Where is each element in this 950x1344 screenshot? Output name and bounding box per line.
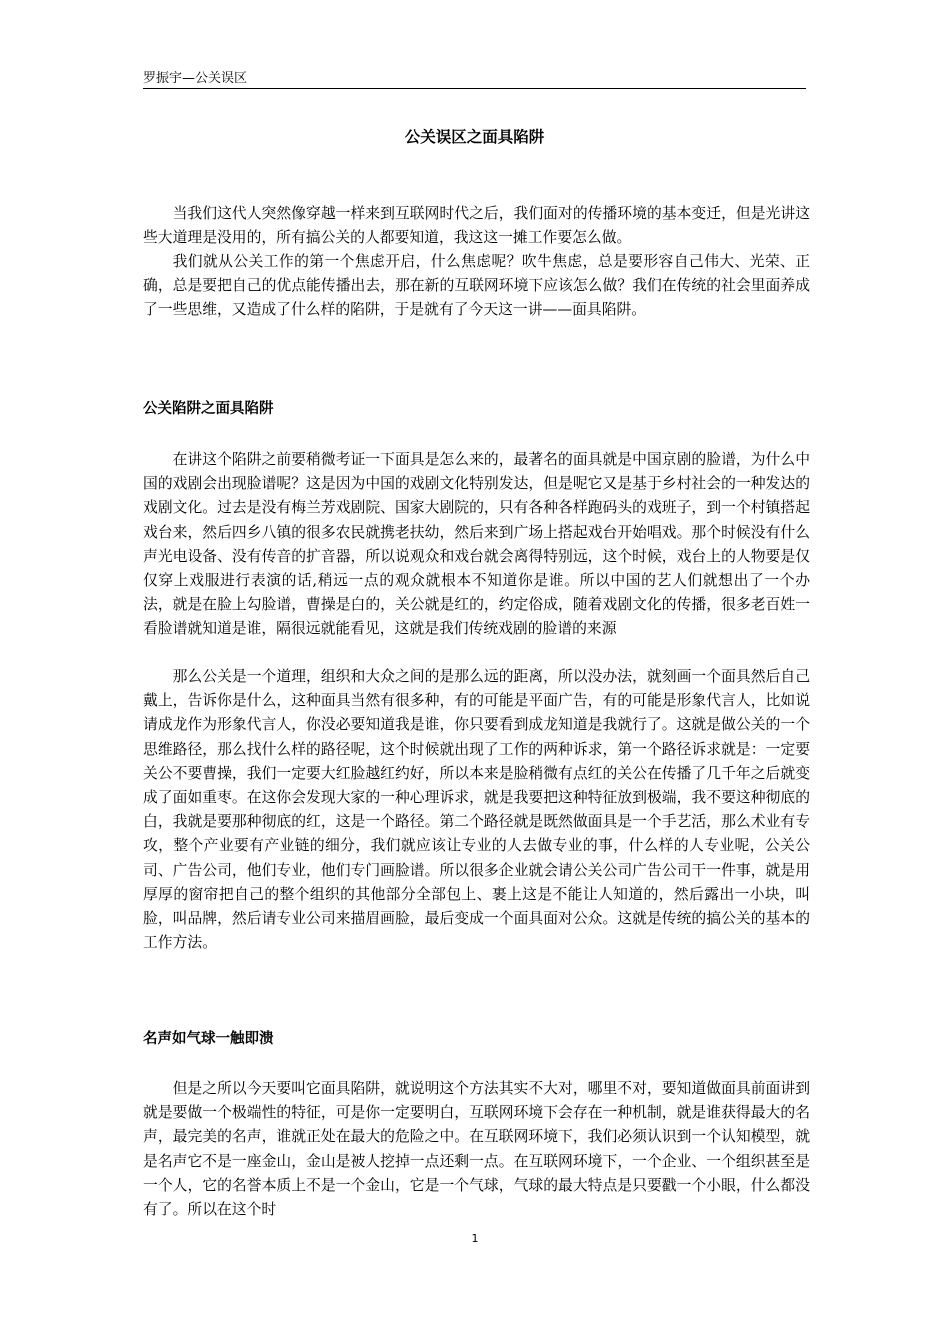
section1-paragraph-2: 那么公关是一个道理，组织和大众之间的是那么远的距离，所以没办法，就刻画一个面具然后自己戴上，告诉你是什么，这种面具当然有很多种，有的可能是平面广告，有的可能是形象代言人，比如说请成龙作为形象代言人，你没必要知道我是谁，你只要看到成龙知道是我就行了。这就是做公关的一个思维路径，那么找什么样的路径呢，这个时候就出现了工作的两种诉求，第一个路径诉求就是：一定要关公不要曹操，我们一定要大红脸越红约好，所以本来是脸稍微有点红的关公在传播了几千年之后就变成了面如重枣。在这你会发现大家的一种心理诉求，就是我要把这种特征放到极端，我不要这种彻底的白，我就是要那种彻底的红，这是一个路径。第二个路径就是既然做面具是一个手艺活，那么术业有专攻，整个产业要有产业链的细分，我们就应该让专业的人去做专业的事，什么样的人专业呢，公关公司、广告公司，他们专业，他们专门画脸谱。所以很多企业就会请公关公司广告公司干一件事，就是用厚厚的窗帘把自己的整个组织的其他部分全部包上、裹上这是不能让人知道的，然后露出一小块，叫脸，叫品牌，然后请专业公司来描眉画脸，最后变成一个面具面对公众。这就是传统的搞公关的基本的工作方法。 (143, 668, 810, 952)
intro-paragraph-1: 当我们这代人突然像穿越一样来到互联网时代之后，我们面对的传播环境的基本变迁，但是光讲这些大道理是没用的，所有搞公关的人都要知道，我这这一摊工作要怎么做。 (143, 205, 810, 247)
section-heading-mask-trap: 公关陷阱之面具陷阱 (143, 401, 274, 417)
document-title: 公关误区之面具陷阱 (404, 128, 545, 146)
page-number: 1 (471, 1232, 479, 1245)
section1-paragraph-1: 在讲这个陷阱之前要稍微考证一下面具是怎么来的，最著名的面具就是中国京剧的脸谱，为什么中国的戏剧会出现脸谱呢？这是因为中国的戏剧文化特别发达，但是呢它又是基于乡村社会的一种发达的戏剧文化。过去是没有梅兰芳戏剧院、国家大剧院的，只有各种各样跑码头的戏班子，到一个村镇搭起戏台来，然后四乡八镇的很多农民就携老扶幼，然后来到广场上搭起戏台开始唱戏。那个时候没有什么声光电设备、没有传音的扩音器，所以说观众和戏台就会离得特别远，这个时候，戏台上的人物要是仅仅穿上戏服进行表演的话,稍远一点的观众就根本不知道你是谁。所以中国的艺人们就想出了一个办法，就是在脸上勾脸谱，曹操是白的，关公就是红的，约定俗成，随着戏剧文化的传播，很多老百姓一看脸谱就知道是谁，隔很远就能看见，这就是我们传统戏剧的脸谱的来源 (143, 451, 810, 638)
section-heading-balloon: 名声如气球一触即溃 (143, 1031, 274, 1047)
intro-paragraph-2: 我们就从公关工作的第一个焦虑开启，什么焦虑呢？吹牛焦虑，总是要形容自己伟大、光荣、正确，总是要把自己的优点能传播出去，那在新的互联网环境下应该怎么做？我们在传统的社会里面养成了一些思维，又造成了什么样的陷阱，于是就有了今天这一讲——面具陷阱。 (143, 253, 810, 319)
running-header: 罗振宇—公关误区 (143, 70, 806, 89)
section2-paragraph-1: 但是之所以今天要叫它面具陷阱，就说明这个方法其实不大对，哪里不对，要知道做面具前面讲到就是要做一个极端性的特征，可是你一定要明白，互联网环境下会存在一种机制，就是谁获得最大的名声，最完美的名声，谁就正处在最大的危险之中。在互联网环境下，我们必须认识到一个认知模型，就是名声它不是一座金山，金山是被人挖掉一点还剩一点。在互联网环境下，一个企业、一个组织甚至是一个人，它的名誉本质上不是一个金山，它是一个气球，气球的最大特点是只要戳一个小眼，什么都没有了。所以在这个时 (143, 1080, 810, 1219)
